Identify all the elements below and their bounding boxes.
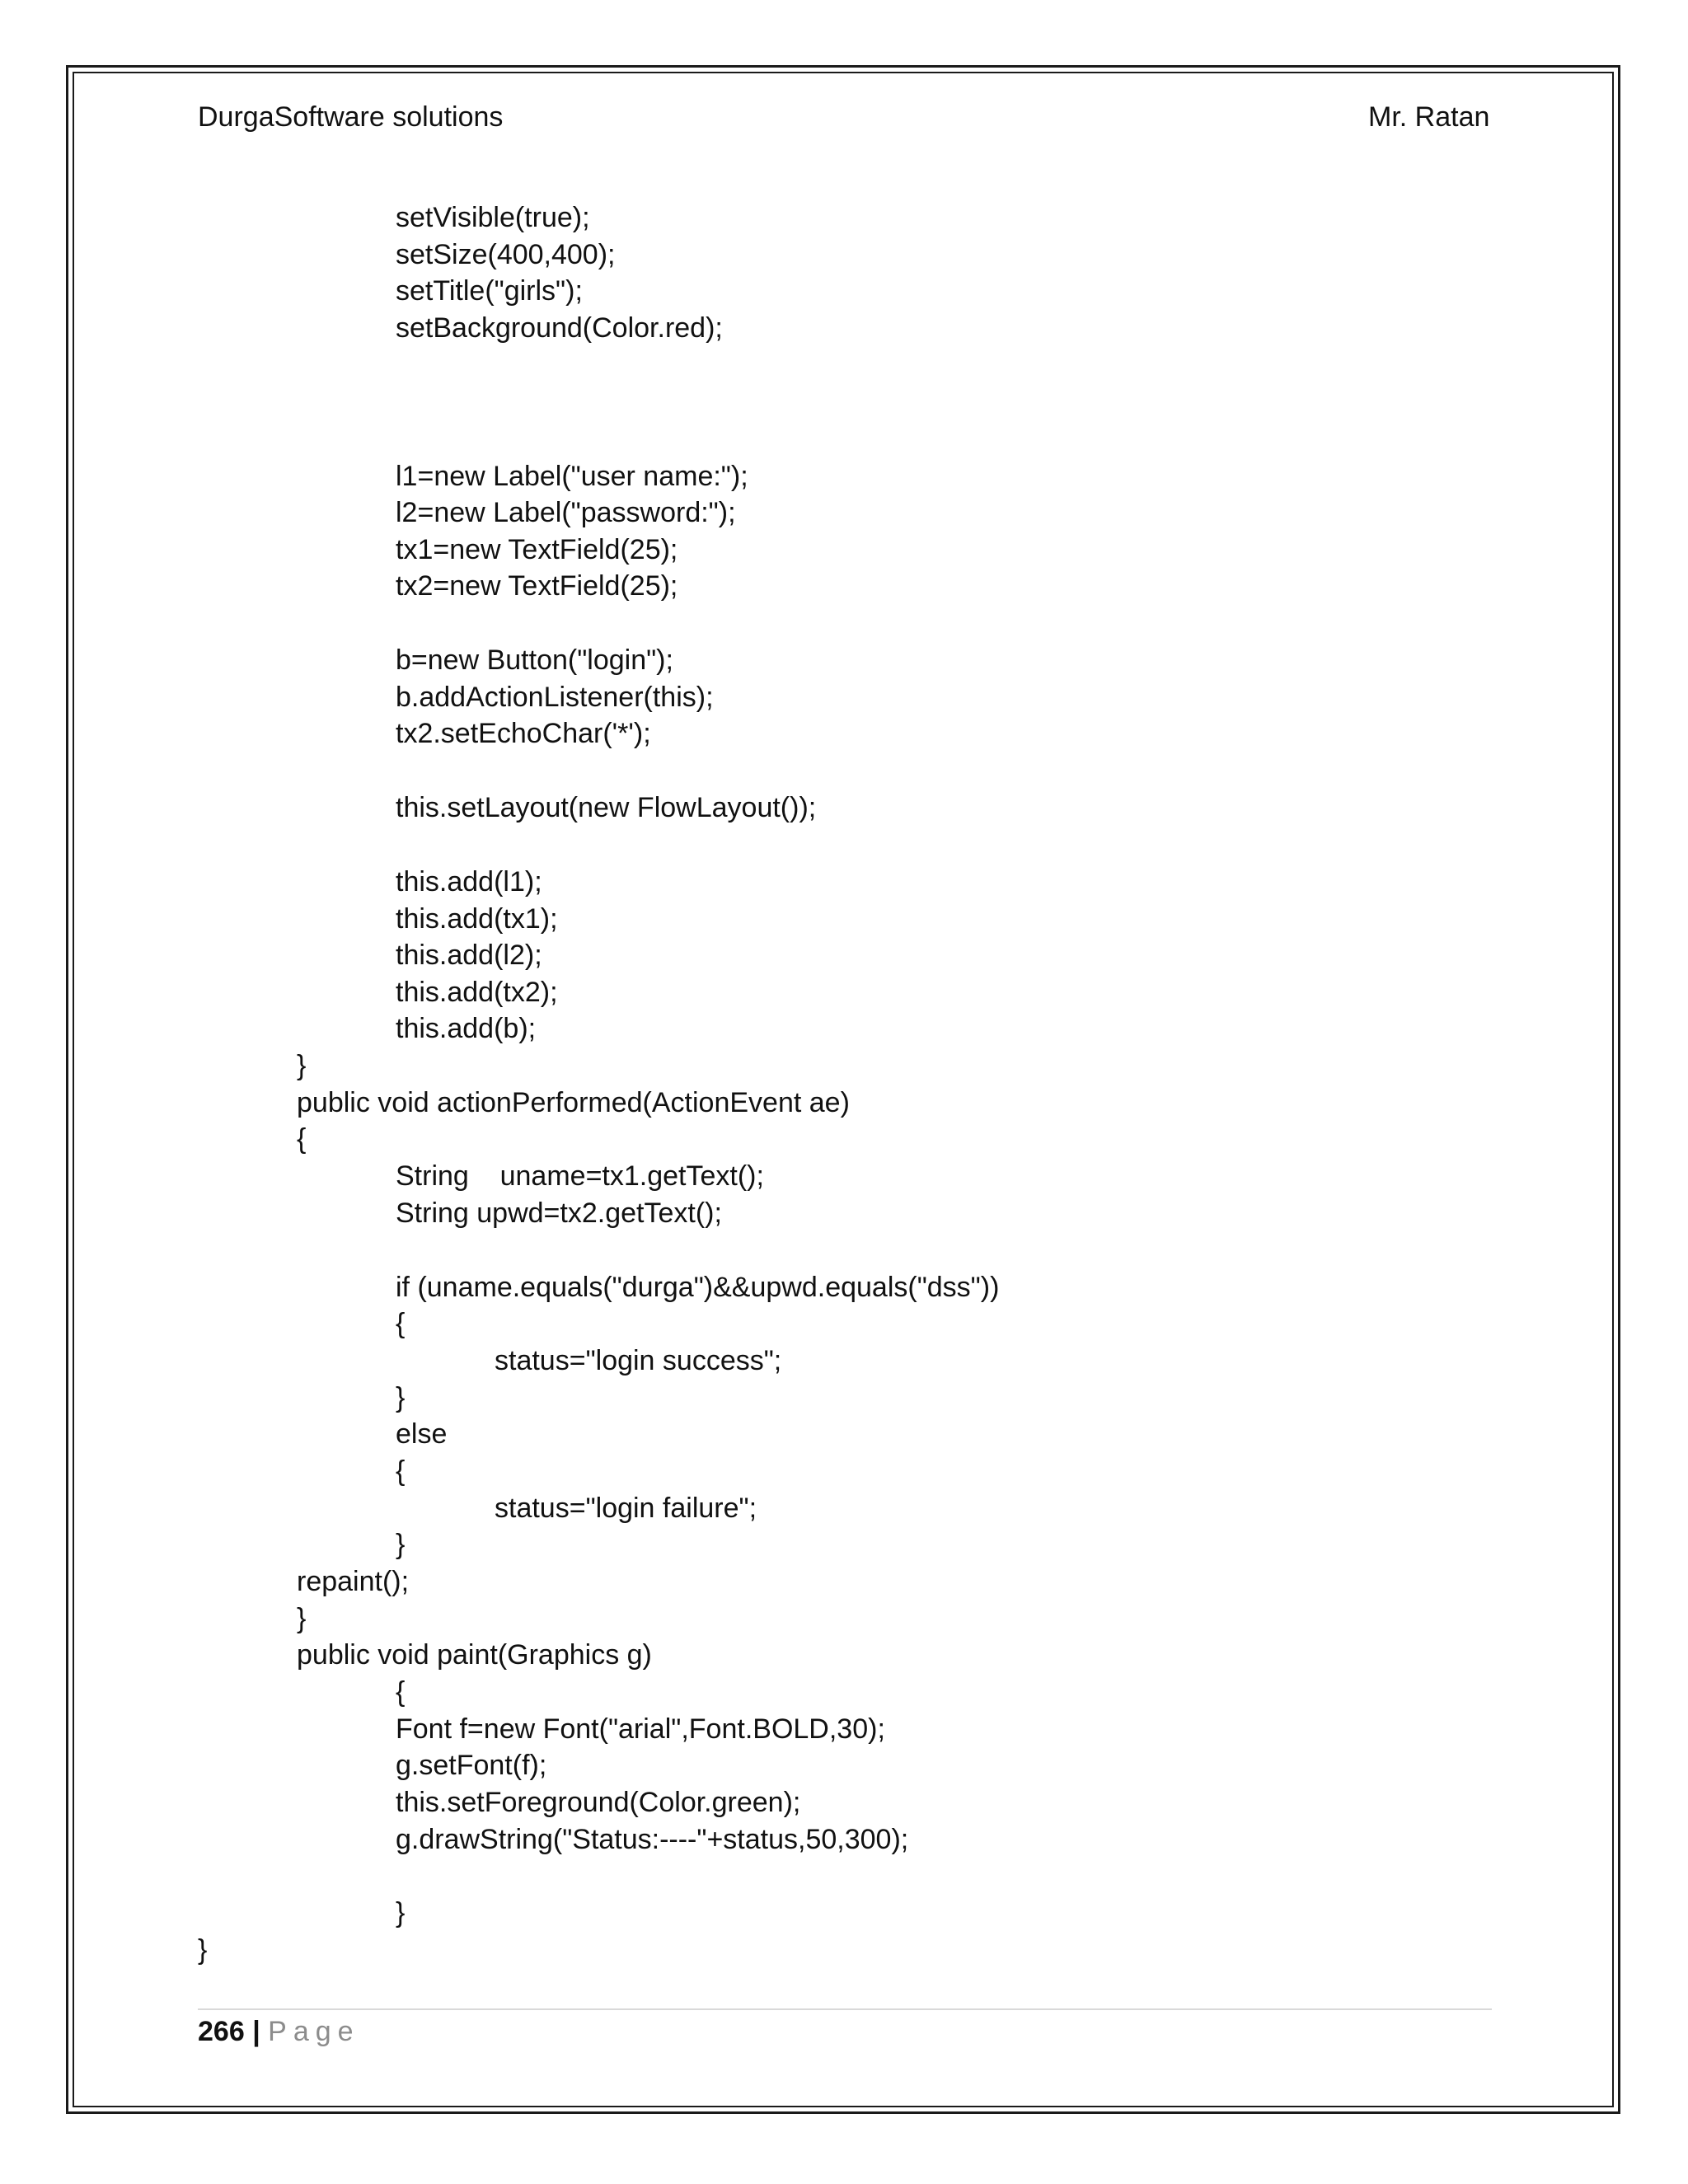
code-line: this.add(l1);	[396, 866, 542, 898]
code-line: this.setForeground(Color.green);	[396, 1787, 801, 1818]
code-line: setTitle("girls");	[396, 275, 583, 307]
code-line: g.setFont(f);	[396, 1750, 547, 1781]
code-line: }	[297, 1050, 307, 1081]
code-line: tx2.setEchoChar('*');	[396, 718, 651, 749]
code-line: {	[297, 1123, 307, 1155]
code-line: }	[396, 1897, 406, 1929]
footer-separator: |	[252, 2016, 260, 2047]
code-line: status="login success";	[495, 1345, 782, 1376]
code-line: this.add(b);	[396, 1013, 537, 1044]
code-line: g.drawString("Status:----"+status,50,300);	[396, 1824, 909, 1855]
code-line: if (uname.equals("durga")&&upwd.equals("dss"))	[396, 1272, 1000, 1303]
code-line: this.add(tx2);	[396, 977, 558, 1008]
code-line: }	[396, 1382, 406, 1413]
code-line: l1=new Label("user name:");	[396, 461, 748, 492]
code-line: public void paint(Graphics g)	[297, 1639, 652, 1671]
code-line: this.setLayout(new FlowLayout());	[396, 792, 817, 823]
code-line: tx1=new TextField(25);	[396, 534, 678, 565]
code-line: this.add(tx1);	[396, 903, 558, 935]
footer-divider	[198, 2008, 1492, 2010]
code-line: b.addActionListener(this);	[396, 682, 714, 713]
code-line: repaint();	[297, 1566, 410, 1597]
code-line: Font f=new Font("arial",Font.BOLD,30);	[396, 1713, 885, 1745]
code-line: {	[396, 1676, 406, 1708]
code-line: setVisible(true);	[396, 202, 590, 233]
code-line: else	[396, 1418, 448, 1450]
code-line: {	[396, 1308, 406, 1339]
code-line: public void actionPerformed(ActionEvent ae)	[297, 1087, 850, 1118]
code-line: setBackground(Color.red);	[396, 312, 723, 344]
code-line: this.add(l2);	[396, 940, 542, 971]
code-line: String uname=tx1.getText();	[396, 1160, 764, 1192]
page-footer	[198, 2013, 360, 2050]
code-line: l2=new Label("password:");	[396, 497, 736, 528]
code-line: tx2=new TextField(25);	[396, 570, 678, 602]
code-line: status="login failure";	[495, 1493, 757, 1524]
code-line: }	[198, 1934, 208, 1966]
code-line: }	[396, 1529, 406, 1560]
page-label: Page	[268, 2016, 360, 2047]
header-author: Mr. Ratan	[1368, 101, 1490, 133]
code-line: {	[396, 1455, 406, 1487]
page-number: 266	[198, 2016, 245, 2047]
code-line: b=new Button("login");	[396, 644, 673, 676]
code-line: String upwd=tx2.getText();	[396, 1197, 722, 1229]
code-line: }	[297, 1603, 307, 1634]
code-line: setSize(400,400);	[396, 239, 616, 270]
header-company: DurgaSoftware solutions	[198, 101, 504, 133]
